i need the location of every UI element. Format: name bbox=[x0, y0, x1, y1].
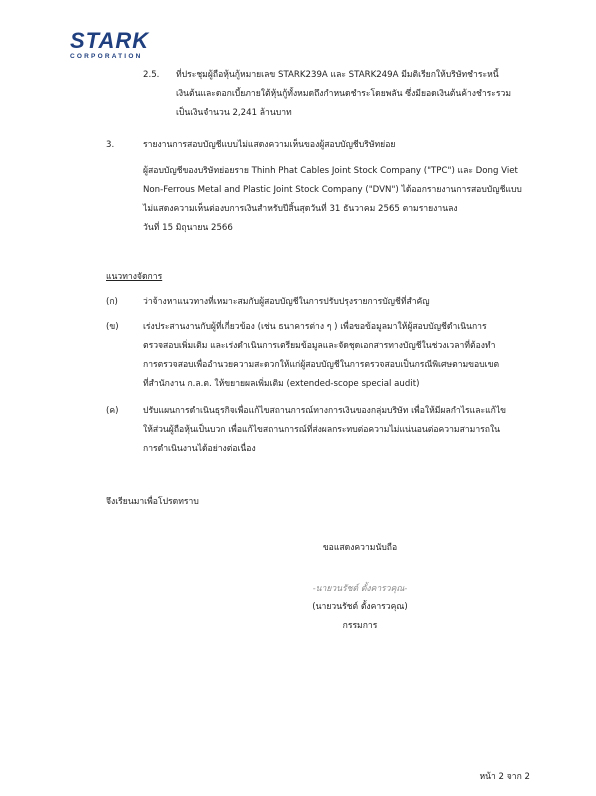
guideline-b-line: ตรวจสอบเพิ่มเติม และเร่งดำเนินการเตรียมข้อมูลและจัดชุดเอกสารทางบัญชีในช่วงเวลาที่ต้องทำ bbox=[143, 341, 496, 351]
item-3-line: ไม่แสดงความเห็นต่องบการเงินสำหรับปีสิ้นสุดวันที่ 31 ธันวาคม 2565 ตามรายงานลง bbox=[143, 204, 458, 214]
item-3-line: วันที่ 15 มิถุนายน 2566 bbox=[143, 223, 233, 233]
signatory-title: กรรมการ bbox=[342, 621, 378, 631]
guidelines-heading: แนวทางจัดการ bbox=[106, 272, 163, 282]
guideline-c-body bbox=[143, 402, 543, 459]
item-3-line: Non-Ferrous Metal and Plastic Joint Stock Company ("DVN") ได้ออกรายงานการสอบบัญชีแบบ bbox=[143, 185, 522, 195]
guideline-b-body bbox=[143, 318, 543, 394]
item-3-body bbox=[143, 162, 543, 238]
guideline-c-line: การดำเนินงานได้อย่างต่อเนื่อง bbox=[143, 444, 256, 454]
item-3-line: ผู้สอบบัญชีของบริษัทย่อยราย Thinh Phat Cables Joint Stock Company ("TPC") และ Dong Viet bbox=[143, 166, 518, 176]
guideline-b-line: การตรวจสอบเพื่ออำนวยความสะดวกให้แก่ผู้สอบบัญชีในการตรวจสอบเป็นกรณีพิเศษตามขอบเขต bbox=[143, 360, 500, 370]
item-3-title: รายงานการสอบบัญชีแบบไม่แสดงความเห็นของผู้สอบบัญชีบริษัทย่อย bbox=[143, 140, 396, 150]
guideline-b-line: เร่งประสานงานกับผู้ที่เกี่ยวข้อง (เช่น ธนาคารต่าง ๆ ) เพื่อขอข้อมูลมาให้ผู้สอบบัญชีดำเนินการ bbox=[143, 322, 487, 332]
guideline-a-line: ว่าจ้างหาแนวทางที่เหมาะสมกับผู้สอบบัญชีในการปรับปรุงรายการบัญชีที่สำคัญ bbox=[143, 297, 430, 307]
item-3-number: 3. bbox=[106, 140, 115, 150]
company-logo bbox=[70, 30, 160, 61]
logo-subtitle: CORPORATION bbox=[70, 53, 143, 60]
closing-text: จึงเรียนมาเพื่อโปรดทราบ bbox=[106, 497, 199, 507]
guideline-c-line: ปรับแผนการดำเนินธุรกิจเพื่อแก้ไขสถานการณ์ทางการเงินของกลุ่มบริษัท เพื่อให้มีผลกำไรและแก้ไข bbox=[143, 406, 507, 416]
guideline-b-line: ที่สำนักงาน ก.ล.ต. ให้ขยายผลเพิ่มเติม (extended-scope special audit) bbox=[143, 379, 420, 389]
page-number: หน้า 2 จาก 2 bbox=[479, 772, 530, 782]
item-2-5-line: เป็นเงินจำนวน 2,241 ล้านบาท bbox=[176, 108, 292, 118]
signature-handwritten: -นายวนรัชต์ ตั้งคารวคุณ- bbox=[312, 584, 408, 594]
item-2-5-line: เงินต้นและดอกเบี้ยภายใต้หุ้นกู้ทั้งหมดถึงกำหนดชำระโดยพลัน ซึ่งมียอดเงินต้นค้างชำระรวม bbox=[176, 89, 511, 99]
signatory-name: (นายวนรัชต์ ตั้งคารวคุณ) bbox=[312, 602, 408, 612]
item-2-5-number: 2.5. bbox=[143, 70, 160, 80]
guideline-c-line: ให้ส่วนผู้ถือหุ้นเป็นบวก เพื่อแก้ไขสถานการณ์ที่ส่งผลกระทบต่อความไม่แน่นอนต่อความสามารถใน bbox=[143, 425, 501, 435]
item-2-5-body bbox=[176, 66, 536, 123]
item-2-5-line: ที่ประชุมผู้ถือหุ้นกู้หมายเลข STARK239A และ STARK249A มีมติเรียกให้บริษัทชำระหนี้ bbox=[176, 70, 499, 80]
guideline-a-body bbox=[143, 293, 543, 312]
guideline-b-marker: (ข) bbox=[106, 322, 119, 332]
guideline-c-marker: (ค) bbox=[106, 406, 119, 416]
signature-regards: ขอแสดงความนับถือ bbox=[322, 543, 398, 553]
logo-wordmark: STARK bbox=[70, 28, 150, 53]
guideline-a-marker: (ก) bbox=[106, 297, 118, 307]
